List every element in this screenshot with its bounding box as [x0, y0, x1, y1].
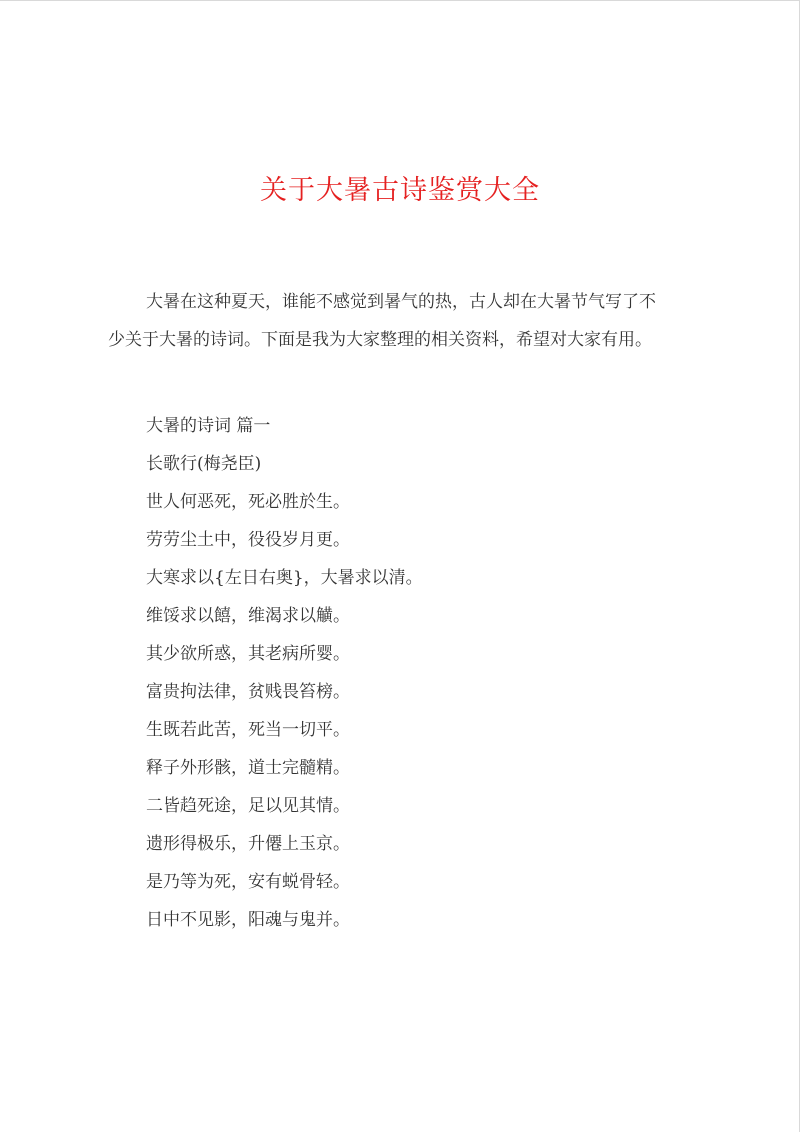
poem-line: 其少欲所惑，其老病所婴。: [146, 644, 350, 664]
poem-line: 日中不见影，阳魂与鬼并。: [146, 910, 350, 930]
section-heading: 大暑的诗词 篇一: [146, 416, 271, 436]
poem-line: 劳劳尘土中，役役岁月更。: [146, 530, 350, 550]
poem-line: 生既若此苦，死当一切平。: [146, 720, 350, 740]
intro-paragraph: [108, 283, 708, 359]
poem-line: 世人何恶死，死必胜於生。: [146, 492, 350, 512]
intro-line: 大暑在这种夏天，谁能不感觉到暑气的热，古人却在大暑节气写了不: [146, 292, 656, 312]
poem-line: 是乃等为死，安有蜕骨轻。: [146, 872, 350, 892]
poem-line: 遗形得极乐，升僊上玉京。: [146, 834, 350, 854]
poem-title: 长歌行(梅尧臣): [146, 454, 262, 474]
poem-line: 富贵拘法律，贫贱畏笞榜。: [146, 682, 350, 702]
intro-line: 少关于大暑的诗词。下面是我为大家整理的相关资料，希望对大家有用。: [108, 330, 652, 350]
poem-line: 大寒求以{左日右奥}，大暑求以清。: [146, 568, 423, 588]
poem-line: 二皆趋死途，足以见其情。: [146, 796, 350, 816]
document-title: 关于大暑古诗鉴赏大全: [260, 175, 540, 206]
poem-section: [146, 407, 423, 939]
poem-line: 释子外形骸，道士完髓精。: [146, 758, 350, 778]
poem-line: 维馁求以饎，维渴求以觵。: [146, 606, 350, 626]
